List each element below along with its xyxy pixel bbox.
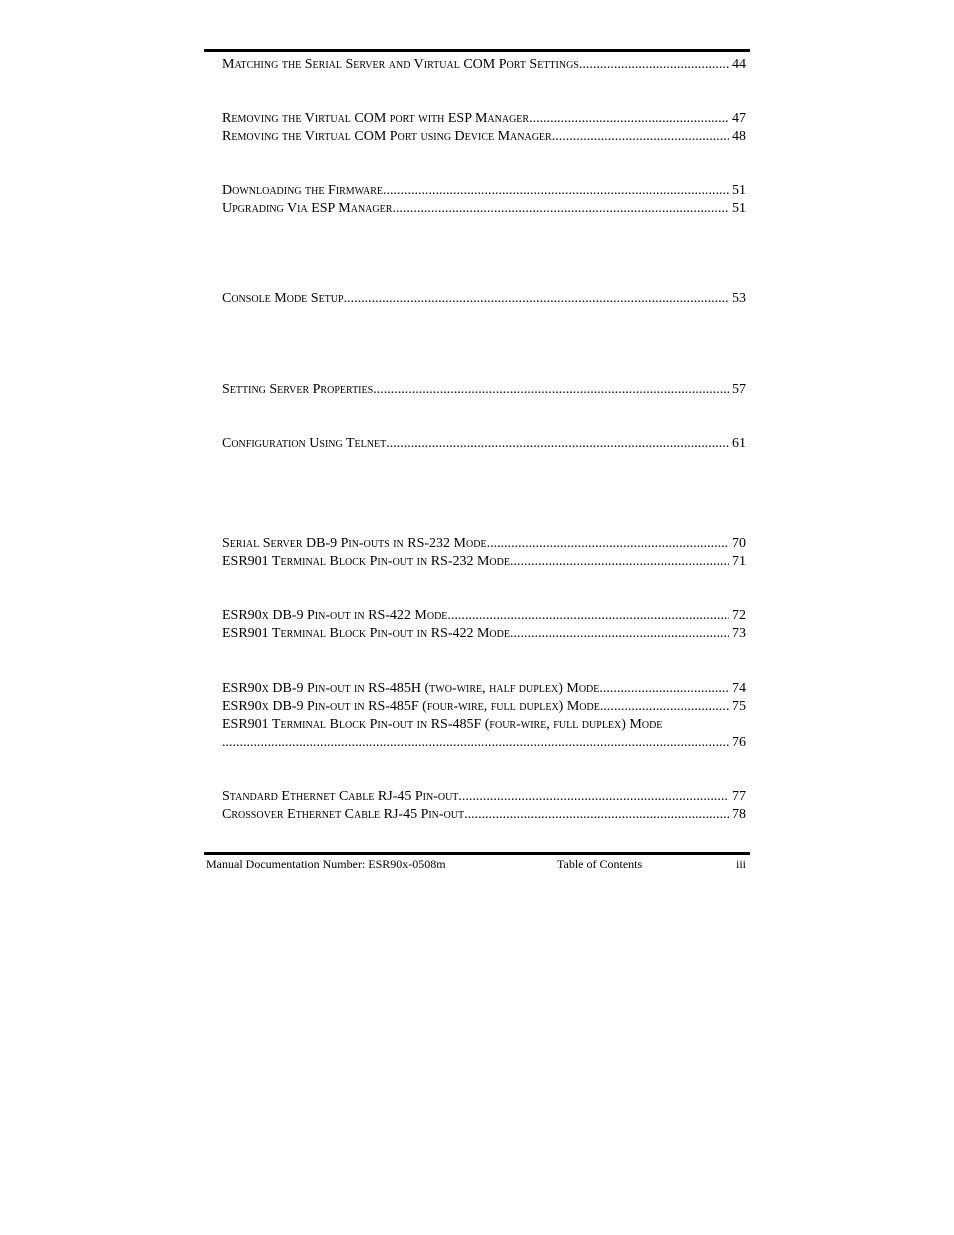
toc-entry-page: 77 [732,789,746,804]
toc-entry-title: ESR901 Terminal Block Pin-out in RS-232 Mode [222,554,510,569]
toc-entry-title: Standard Ethernet Cable RJ-45 Pin-out [222,789,459,804]
header-rule [204,49,750,52]
toc-leader [510,625,729,643]
toc-entry-page: 53 [732,291,746,306]
toc-entry-title: Setting Server Properties [222,382,374,397]
toc-entry[interactable] [222,553,746,571]
toc-entry-title: ESR901 Terminal Block Pin-out in RS-422 Mode [222,626,510,641]
toc-entry-title: Serial Server DB-9 Pin-outs in RS-232 Mode [222,536,487,551]
toc-entry-title: ESR90x DB-9 Pin-out in RS-485H (two-wire, half duplex) Mode [222,681,600,696]
toc-entry[interactable] [222,788,746,806]
toc-entry[interactable] [222,435,746,453]
toc-entry-title: ESR90x DB-9 Pin-out in RS-422 Mode [222,608,448,623]
toc-entry[interactable] [222,200,746,218]
toc-entry-title: Configuration Using Telnet [222,436,387,451]
toc-leader [386,435,729,453]
toc-leader [344,290,729,308]
toc-entry-page: 76 [732,735,746,750]
toc-entry-title: Removing the Virtual COM port with ESP Manager [222,111,530,126]
toc-leader [579,56,729,74]
toc-entry-page: 51 [732,201,746,216]
toc-entry[interactable] [222,290,746,308]
toc-entry-title: Removing the Virtual COM Port using Device Manager [222,129,552,144]
toc-leader [447,607,729,625]
toc-entry-page: 57 [732,382,746,397]
toc-entry-page: 70 [732,536,746,551]
toc-entry-continuation[interactable] [222,734,746,752]
toc-leader [552,128,729,146]
toc-entry-title: ESR90x DB-9 Pin-out in RS-485F (four-wire, full duplex) Mode [222,699,600,714]
toc-entry-title: Upgrading Via ESP Manager [222,201,393,216]
toc-entry-page: 51 [732,183,746,198]
toc-entry[interactable] [222,381,746,399]
toc-leader [464,806,729,824]
toc-entry[interactable] [222,607,746,625]
toc-entry-title: Downloading the Firmware [222,183,383,198]
toc-leader [510,553,729,571]
toc-entry-page: 75 [732,699,746,714]
footer-section: Table of Contents [557,857,643,871]
toc-leader [600,698,729,716]
toc-entry-title: Crossover Ethernet Cable RJ-45 Pin-out [222,807,465,822]
toc-leader [458,788,729,806]
toc-entry[interactable] [222,110,746,128]
toc-entry[interactable] [222,806,746,824]
toc-entry[interactable] [222,535,746,553]
toc-entry-page: 78 [732,807,746,822]
toc-entry[interactable] [222,698,746,716]
toc-entry-page: 74 [732,681,746,696]
toc-entry-page: 48 [732,129,746,144]
toc-entry-page: 44 [732,57,746,72]
toc-leader [392,200,729,218]
toc-entry-page: 72 [732,608,746,623]
toc-entry-title[interactable]: ESR901 Terminal Block Pin-out in RS-485F (four-wire, full duplex) Mode [222,717,663,732]
footer-doc-number: Manual Documentation Number: ESR90x-0508m [206,857,446,871]
toc-leader [222,734,729,752]
toc-leader [383,182,729,200]
toc-entry-page: 47 [732,111,746,126]
toc-entry[interactable] [222,56,746,74]
toc-entry-page: 73 [732,626,746,641]
toc-leader [529,110,729,128]
toc-entry-title: Matching the Serial Server and Virtual COM Port Settings [222,57,579,72]
toc-leader [373,381,729,399]
toc-entry-page: 71 [732,554,746,569]
toc-leader [487,535,729,553]
toc-entry[interactable] [222,182,746,200]
toc-entry[interactable] [222,128,746,146]
footer-rule [204,852,750,855]
toc-entry[interactable] [222,625,746,643]
toc-entry-page: 61 [732,436,746,451]
toc-entry-title: Console Mode Setup [222,291,344,306]
footer-page-number: iii [736,857,747,871]
toc-entry[interactable] [222,680,746,698]
toc-leader [599,680,729,698]
